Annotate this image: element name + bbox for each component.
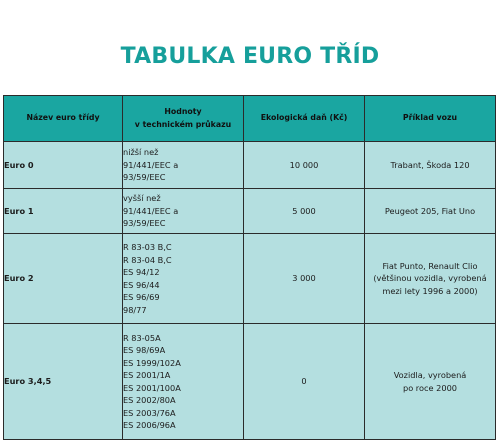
- cell-line: Peugeot 205, Fiat Uno: [384, 205, 476, 216]
- table-row: [4, 142, 496, 189]
- table-row: [4, 234, 496, 324]
- cell-line: Fiat Punto, Renault Clio: [382, 260, 478, 271]
- values-cell: [123, 324, 244, 440]
- example-car-cell: [365, 189, 496, 234]
- header-line: Příklad vozu: [402, 113, 458, 123]
- euro-class-table: [3, 95, 496, 440]
- cell-line: ES 2001/100A: [123, 382, 181, 393]
- eco-tax-cell: 3 000: [244, 234, 365, 324]
- class-name-cell: Euro 1: [4, 189, 123, 234]
- cell-line: ES 2003/76A: [123, 407, 176, 418]
- eco-tax-cell: 0: [244, 324, 365, 440]
- example-car-cell: [365, 142, 496, 189]
- cell-line: 91/441/EEC a: [123, 205, 179, 216]
- cell-line: 91/441/EEC a: [123, 159, 179, 170]
- cell-line: R 83-03 B,C: [123, 242, 172, 252]
- table-header-row: [4, 96, 496, 142]
- cell-line: ES 2001/1A: [123, 370, 171, 380]
- cell-line: ES 94/12: [123, 267, 160, 277]
- header-line: v technickém průkazu: [134, 119, 232, 129]
- cell-line: nižší než: [123, 147, 159, 158]
- cell-line: ES 96/44: [123, 279, 160, 290]
- header-line: Ekologická daň (Kč): [260, 113, 348, 123]
- cell-line: R 83-04 B,C: [123, 254, 172, 265]
- cell-line: 93/59/EEC: [123, 218, 166, 229]
- class-name-cell: Euro 0: [4, 142, 123, 189]
- example-car-cell: [365, 234, 496, 324]
- header-class-name: [4, 96, 123, 142]
- header-values: [123, 96, 244, 142]
- header-eco-tax: [244, 96, 365, 142]
- values-cell: [123, 142, 244, 189]
- cell-line: 98/77: [123, 304, 147, 315]
- values-cell: [123, 234, 244, 324]
- header-line: Hodnoty: [164, 107, 202, 116]
- values-cell: [123, 189, 244, 234]
- example-car-cell: [365, 324, 496, 440]
- cell-line: ES 98/69A: [123, 345, 166, 355]
- cell-line: (většinou vozidla, vyrobená: [373, 273, 487, 284]
- cell-line: ES 2002/80A: [123, 395, 176, 405]
- page-title: TABULKA EURO TŘÍD: [120, 44, 380, 69]
- cell-line: R 83-05A: [123, 332, 161, 343]
- cell-line: Vozidla, vyrobená: [393, 370, 467, 380]
- eco-tax-cell: 10 000: [244, 142, 365, 189]
- table-row: [4, 324, 496, 440]
- cell-line: vyšší než: [123, 193, 161, 204]
- cell-line: ES 2006/96A: [123, 420, 176, 430]
- cell-line: ES 1999/102A: [123, 357, 181, 368]
- cell-line: po roce 2000: [403, 382, 457, 393]
- class-name-cell: Euro 2: [4, 234, 123, 324]
- cell-line: mezi lety 1996 a 2000): [382, 285, 478, 296]
- header-example-car: [365, 96, 496, 142]
- eco-tax-cell: 5 000: [244, 189, 365, 234]
- cell-line: Trabant, Škoda 120: [390, 159, 470, 170]
- class-name-cell: Euro 3,4,5: [4, 324, 123, 440]
- cell-line: 93/59/EEC: [123, 172, 166, 183]
- table-row: [4, 189, 496, 234]
- cell-line: ES 96/69: [123, 292, 160, 302]
- header-line: Název euro třídy: [26, 113, 100, 123]
